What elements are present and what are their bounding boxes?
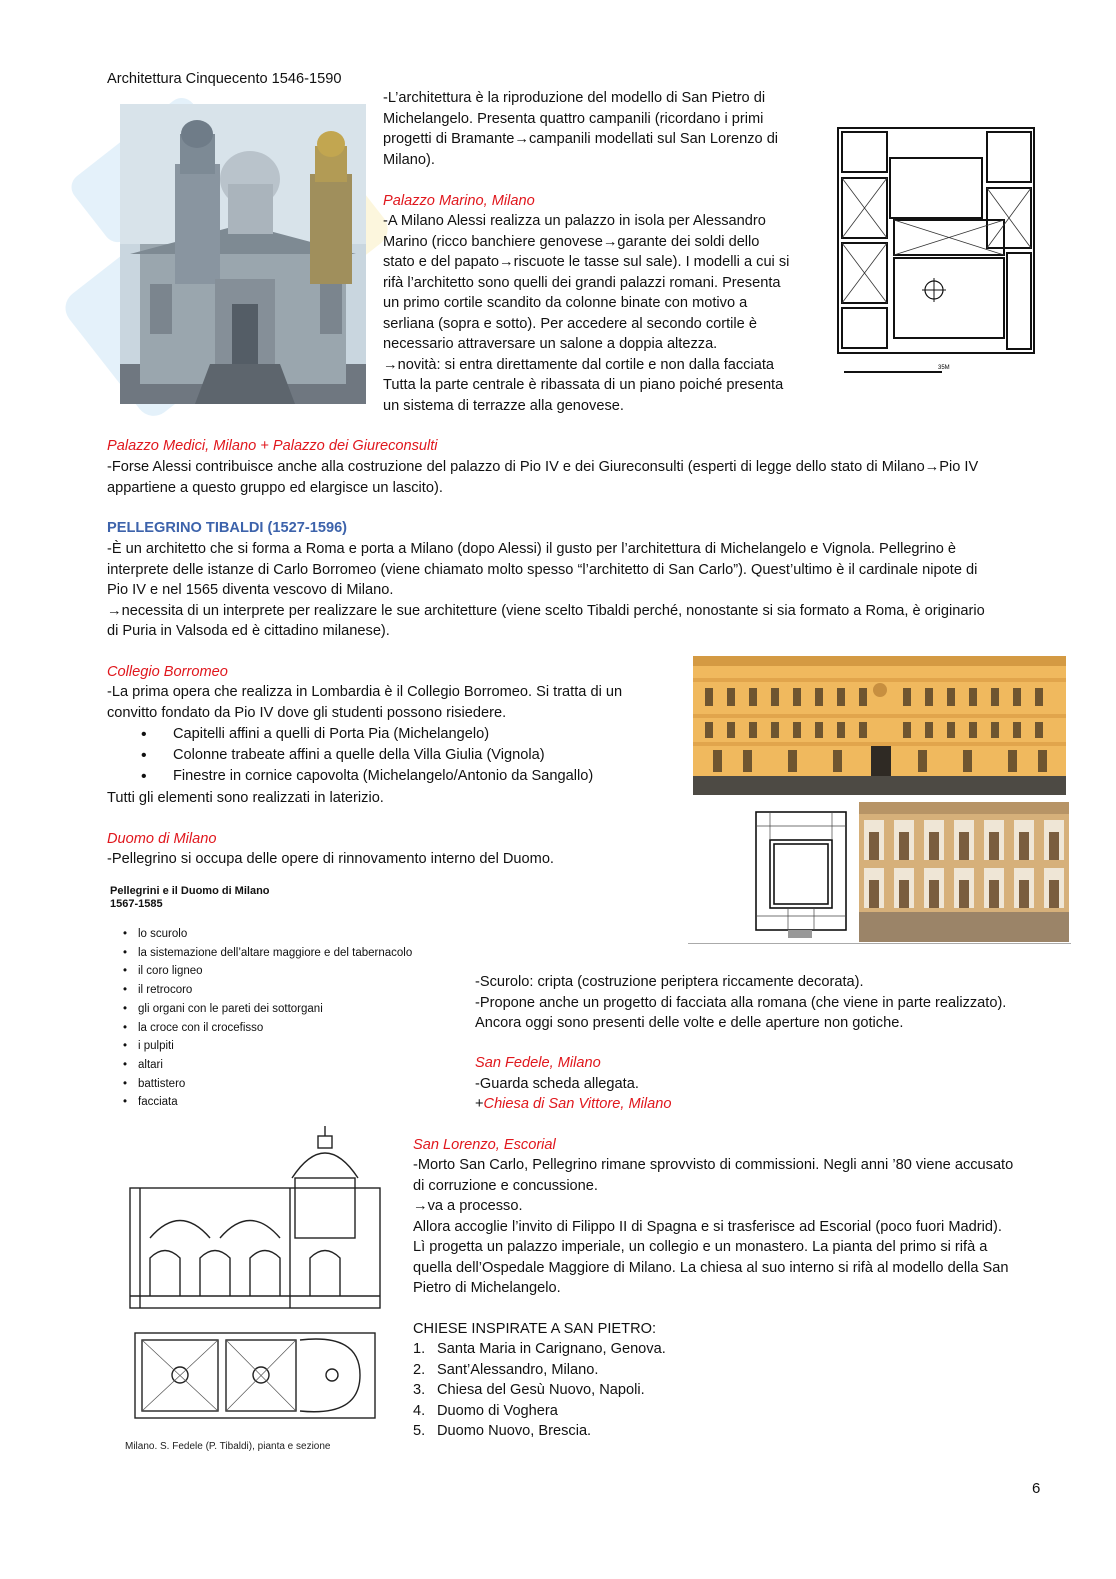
paragraph-line: rifà l’architetto sono quelli dei grandi palazzi romani. Presenta bbox=[383, 274, 781, 291]
palazzo-marino-heading: Palazzo Marino, Milano bbox=[383, 193, 535, 209]
item-text: Sant’Alessandro, Milano. bbox=[437, 1361, 599, 1378]
page-number: 6 bbox=[1032, 1480, 1041, 1497]
paragraph-line: serliana (sopra e sotto). Per accedere al secondo cortile è bbox=[383, 315, 757, 332]
paragraph-line: interprete delle istanze di Carlo Borromeo (viene chiamato molto spesso “l’architetto di San Carlo”). Quest’ultimo è il cardinale nipote di bbox=[107, 561, 978, 578]
item-text: Duomo di Voghera bbox=[437, 1402, 558, 1419]
slide-item: • altari bbox=[110, 1056, 460, 1075]
item-number: 2. bbox=[413, 1361, 426, 1378]
paragraph-line: →va a processo. bbox=[413, 1198, 523, 1214]
item-number: 4. bbox=[413, 1402, 426, 1419]
intro-line: Michelangelo. Presenta quattro campanili (ricordano i primi bbox=[383, 110, 764, 127]
drawing-caption: Milano. S. Fedele (P. Tibaldi), pianta e sezione bbox=[125, 1441, 331, 1452]
intro-paragraph bbox=[383, 88, 778, 170]
intro-line: Milano). bbox=[383, 151, 435, 168]
intro-line: progetti di Bramante→campanili modellati sul San Lorenzo di bbox=[383, 131, 779, 147]
collegio-plan bbox=[748, 800, 852, 942]
bullet-item: • Colonne trabeate affini a quelle della Villa Giulia (Vignola) bbox=[107, 745, 593, 766]
chiese-item bbox=[413, 1360, 666, 1381]
slide-list bbox=[110, 925, 460, 1112]
plus-sign: + bbox=[475, 1096, 484, 1112]
slide-item: • facciata bbox=[110, 1093, 460, 1112]
intro-line: -L’architettura è la riproduzione del modello di San Pietro di bbox=[383, 90, 766, 106]
san-vittore-line bbox=[475, 1094, 671, 1115]
paragraph-line: -Forse Alessi contribuisce anche alla costruzione del palazzo di Pio IV e dei Giureconsulti (esperti di legge dello stato di Milano→Pio IV bbox=[107, 459, 979, 475]
paragraph-line: -Scurolo: cripta (costruzione periptera riccamente decorata). bbox=[475, 974, 864, 990]
collegio-courtyard-photo bbox=[859, 802, 1069, 942]
duomo-text: -Pellegrino si occupa delle opere di rinnovamento interno del Duomo. bbox=[107, 851, 554, 867]
bullet-item: • Finestre in cornice capovolta (Michelangelo/Antonio da Sangallo) bbox=[107, 766, 593, 787]
chiese-item bbox=[413, 1380, 666, 1401]
paragraph-line: →novità: si entra direttamente dal cortile e non dalla facciata bbox=[383, 356, 775, 373]
slide-item: • la sistemazione dell’altare maggiore e del tabernacolo bbox=[110, 944, 460, 963]
san-fedele-text: -Guarda scheda allegata. bbox=[475, 1076, 639, 1092]
escorial-paragraph bbox=[413, 1155, 1013, 1299]
paragraph-line: di Puria in Valsoda ed è cittadino milanese). bbox=[107, 623, 390, 639]
paragraph-line: -Propone anche un progetto di facciata alla romana (che viene in parte realizzato). bbox=[475, 994, 1007, 1011]
item-text: Duomo Nuovo, Brescia. bbox=[437, 1423, 592, 1439]
slide-item: • i pulpiti bbox=[110, 1037, 460, 1056]
collegio-heading: Collegio Borromeo bbox=[107, 664, 228, 680]
paragraph-line: Tutta la parte centrale è ribassata di un piano poiché presenta bbox=[383, 377, 784, 393]
san-fedele-heading: San Fedele, Milano bbox=[475, 1055, 601, 1071]
item-number: 5. bbox=[413, 1423, 426, 1439]
paragraph-line: un sistema di terrazze alla genovese. bbox=[383, 397, 624, 414]
item-text: Chiesa del Gesù Nuovo, Napoli. bbox=[437, 1382, 645, 1398]
slide-title: Pellegrini e il Duomo di Milano bbox=[110, 885, 270, 897]
paragraph-line: Marino (ricco banchiere genovese→garante dei soldi dello bbox=[383, 233, 760, 250]
duomo-slide bbox=[110, 885, 460, 1115]
palazzo-medici-paragraph bbox=[107, 457, 978, 498]
chiese-item bbox=[413, 1339, 666, 1360]
slide-item: • il retrocoro bbox=[110, 981, 460, 1000]
paragraph-line: necessario attraversare un salone a doppia altezza. bbox=[383, 336, 718, 352]
collegio-facade-photo bbox=[693, 656, 1066, 795]
slide-item: • lo scurolo bbox=[110, 925, 460, 944]
collegio-paragraph bbox=[107, 682, 622, 723]
paragraph-line: convitto fondato da Pio IV dove gli studenti possono risiedere. bbox=[107, 704, 507, 721]
paragraph-line: un primo cortile scandito da colonne binate con motivo a bbox=[383, 295, 748, 311]
paragraph-line: stato e del papato→riscuote le tasse sul sale). I modelli a cui si bbox=[383, 254, 790, 270]
tibaldi-heading: PELLEGRINO TIBALDI (1527-1596) bbox=[107, 520, 348, 536]
paragraph-line: -La prima opera che realizza in Lombardia è il Collegio Borromeo. Si tratta di un bbox=[107, 684, 623, 700]
slide-years: 1567-1585 bbox=[110, 898, 163, 910]
paragraph-line: Ancora oggi sono presenti delle volte e delle aperture non gotiche. bbox=[475, 1015, 904, 1031]
chiese-item bbox=[413, 1401, 666, 1422]
escorial-heading: San Lorenzo, Escorial bbox=[413, 1137, 556, 1153]
paragraph-line: -A Milano Alessi realizza un palazzo in isola per Alessandro bbox=[383, 213, 766, 229]
collegio-bullets bbox=[107, 724, 593, 787]
slide-item: • gli organi con le pareti dei sottorgani bbox=[110, 1000, 460, 1019]
palazzo-medici-heading: Palazzo Medici, Milano + Palazzo dei Giureconsulti bbox=[107, 438, 438, 454]
slide-item: • battistero bbox=[110, 1075, 460, 1094]
chiese-item bbox=[413, 1421, 666, 1442]
slide-item: • il coro ligneo bbox=[110, 962, 460, 981]
page-title: Architettura Cinquecento 1546-1590 bbox=[107, 71, 342, 87]
chiese-list bbox=[413, 1339, 666, 1442]
collegio-closing: Tutti gli elementi sono realizzati in laterizio. bbox=[107, 790, 384, 806]
paragraph-line: Allora accoglie l’invito di Filippo II di Spagna e si trasferisce ad Escorial (poco fuori Madrid). bbox=[413, 1218, 1002, 1235]
item-text: Santa Maria in Carignano, Genova. bbox=[437, 1341, 666, 1357]
san-vittore-heading: Chiesa di San Vittore, Milano bbox=[483, 1096, 672, 1112]
paragraph-line: Pietro di Michelangelo. bbox=[413, 1280, 561, 1296]
image-divider bbox=[688, 943, 1071, 944]
paragraph-line: Lì progetta un palazzo imperiale, un collegio e un monastero. La pianta del primo si rifà a bbox=[413, 1239, 988, 1255]
paragraph-line: -È un architetto che si forma a Roma e porta a Milano (dopo Alessi) il gusto per l’architettura di Michelangelo e Vignola. Pellegrino è bbox=[107, 541, 957, 557]
church-photo bbox=[120, 104, 366, 404]
san-fedele-drawing bbox=[120, 1118, 400, 1438]
slide-item: • la croce con il crocefisso bbox=[110, 1019, 460, 1038]
scurolo-paragraph bbox=[475, 972, 1006, 1034]
duomo-heading: Duomo di Milano bbox=[107, 831, 217, 847]
paragraph-line: -Morto San Carlo, Pellegrino rimane sprovvisto di commissioni. Negli anni ’80 viene accusato bbox=[413, 1157, 1014, 1173]
item-number: 3. bbox=[413, 1382, 426, 1398]
paragraph-line: quella dell’Ospedale Maggiore di Milano. La chiesa al suo interno si rifà al modello della San bbox=[413, 1259, 1009, 1276]
palazzo-marino-paragraph bbox=[383, 211, 789, 416]
chiese-heading: CHIESE INSPIRATE A SAN PIETRO: bbox=[413, 1321, 657, 1337]
paragraph-line: →necessita di un interprete per realizzare le sue architetture (viene scelto Tibaldi perché, nonostante si sia formato a Roma, è originario bbox=[107, 602, 985, 619]
tibaldi-paragraph bbox=[107, 539, 985, 642]
paragraph-line: Pio IV e nel 1565 diventa vescovo di Milano. bbox=[107, 582, 394, 598]
plan-scale-label: 35M bbox=[938, 365, 950, 371]
paragraph-line: appartiene a questo gruppo ed elargisce un lascito). bbox=[107, 479, 443, 496]
item-number: 1. bbox=[413, 1341, 426, 1357]
bullet-item: • Capitelli affini a quelli di Porta Pia (Michelangelo) bbox=[107, 724, 593, 745]
palazzo-marino-plan bbox=[832, 108, 1044, 378]
paragraph-line: di corruzione e concussione. bbox=[413, 1177, 598, 1194]
